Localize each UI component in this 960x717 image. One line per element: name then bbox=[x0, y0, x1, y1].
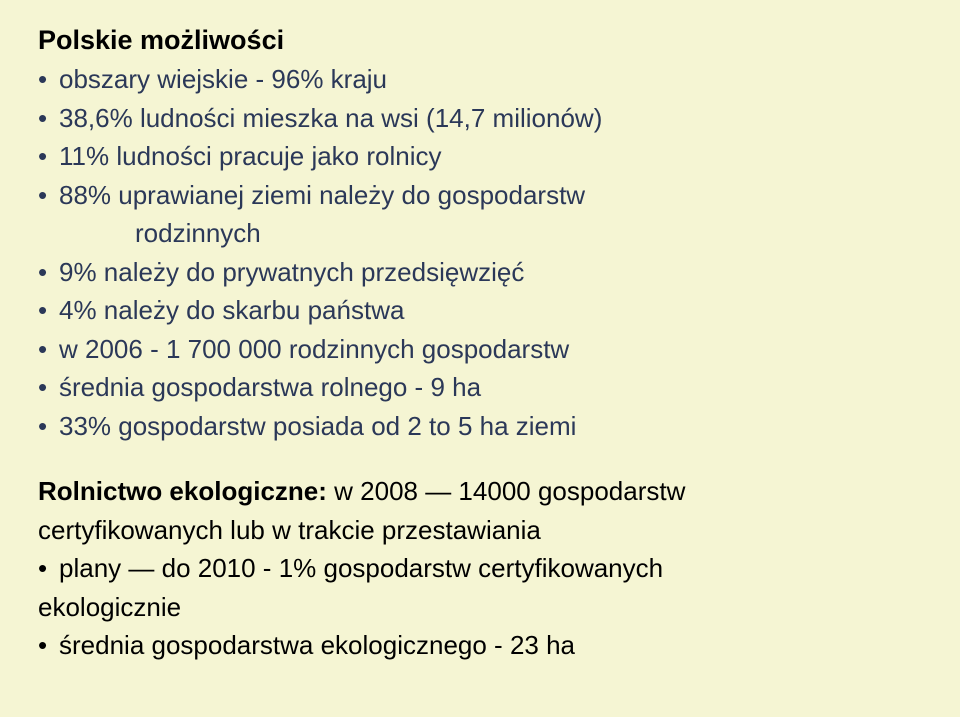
bullet-icon: • bbox=[38, 102, 48, 133]
list-item bbox=[38, 407, 938, 446]
list-item-text: plany — do 2010 - 1% gospodarstw certyfikowanych bbox=[59, 553, 664, 583]
list-item bbox=[38, 99, 938, 138]
list-item bbox=[38, 549, 938, 588]
list-item-text: obszary wiejskie - 96% kraju bbox=[59, 64, 388, 94]
list-item bbox=[38, 330, 938, 369]
list-item-text: 9% należy do prywatnych przedsięwzięć bbox=[59, 256, 525, 287]
organic-farming-section bbox=[38, 472, 938, 665]
bullet-icon: • bbox=[38, 64, 48, 94]
bullet-icon: • bbox=[38, 256, 48, 287]
bullet-icon: • bbox=[38, 630, 48, 660]
list-item-text: 38,6% ludności mieszka na wsi (14,7 milionów) bbox=[59, 102, 603, 133]
list-item-text: 33% gospodarstw posiada od 2 to 5 ha ziemi bbox=[59, 410, 577, 441]
organic-line2: certyfikowanych lub w trakcie przestawiania bbox=[38, 514, 541, 545]
bullet-icon: • bbox=[38, 141, 48, 171]
list-item-text: 88% uprawianej ziemi należy do gospodarstw bbox=[59, 179, 586, 210]
list-item bbox=[38, 368, 938, 407]
organic-heading-line bbox=[38, 472, 938, 511]
facts-list bbox=[38, 60, 938, 445]
list-item bbox=[38, 626, 938, 665]
slide-title: Polskie możliwości bbox=[38, 25, 285, 55]
list-item bbox=[38, 176, 938, 215]
list-item-text: średnia gospodarstwa rolnego - 9 ha bbox=[59, 372, 482, 402]
slide-content bbox=[38, 22, 938, 665]
list-item-text: w 2006 - 1 700 000 rodzinnych gospodarstw bbox=[59, 333, 570, 364]
bullet-icon: • bbox=[38, 333, 48, 364]
list-item-text: 11% ludności pracuje jako rolnicy bbox=[59, 141, 442, 171]
list-item bbox=[38, 137, 938, 176]
list-item bbox=[38, 291, 938, 330]
list-item-continuation: ekologicznie bbox=[38, 591, 182, 622]
organic-line1-text: w 2008 — 14000 gospodarstw bbox=[326, 476, 686, 506]
bullet-icon: • bbox=[38, 553, 48, 583]
list-item bbox=[38, 253, 938, 292]
list-item-continuation: rodzinnych bbox=[135, 218, 261, 248]
bullet-icon: • bbox=[38, 295, 48, 325]
bullet-icon: • bbox=[38, 372, 48, 402]
bullet-icon: • bbox=[38, 179, 48, 210]
list-item-text: 4% należy do skarbu państwa bbox=[59, 295, 405, 325]
list-item-text: średnia gospodarstwa ekologicznego - 23 ha bbox=[59, 630, 576, 660]
bullet-icon: • bbox=[38, 410, 48, 441]
organic-label: Rolnictwo ekologiczne: bbox=[38, 476, 327, 506]
list-item bbox=[38, 60, 938, 99]
